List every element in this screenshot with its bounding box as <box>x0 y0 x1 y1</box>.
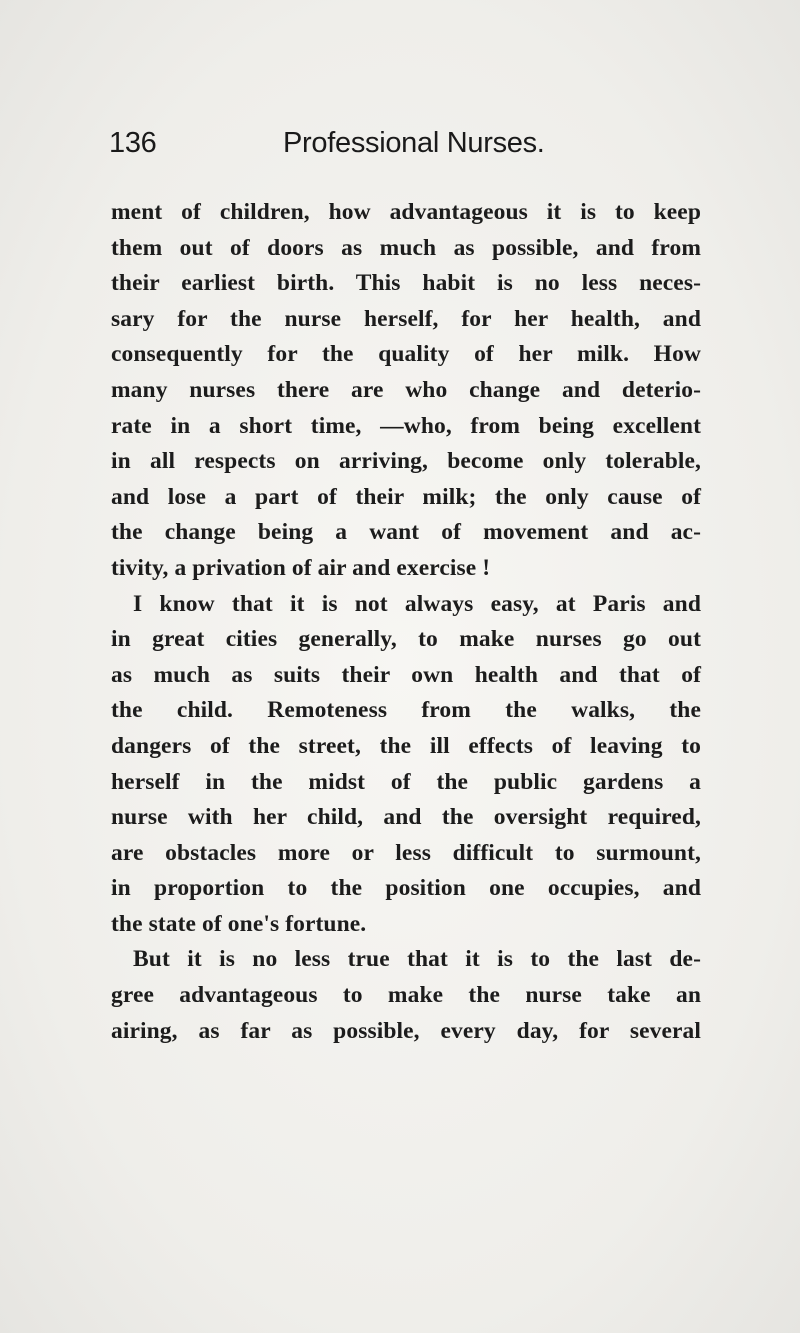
text-line: ment of children, how advantageous it is to keep <box>111 199 701 225</box>
text-line: dangers of the street, the ill effects of leaving to <box>111 732 701 759</box>
text-line: gree advantageous to make the nurse take an <box>111 982 701 1009</box>
text-line: sary for the nurse herself, for her health, and <box>111 305 701 332</box>
text-line: nurse with her child, and the oversight required, <box>111 804 701 831</box>
page-header <box>111 123 701 167</box>
page-number: 136 <box>109 127 157 159</box>
text-line: But it is no less true that it is to the last de- <box>133 946 701 973</box>
text-line: in proportion to the position one occupies, and <box>111 875 701 902</box>
text-line: the child. Remoteness from the walks, the <box>111 697 701 724</box>
text-line: consequently for the quality of her milk. How <box>111 341 701 368</box>
text-line: I know that it is not always easy, at Paris and <box>133 590 701 617</box>
text-line: the state of one's fortune. <box>111 910 367 937</box>
text-line: rate in a short time, —who, from being excellent <box>111 412 701 439</box>
book-page <box>109 123 701 1044</box>
paragraph <box>111 195 701 587</box>
text-line: many nurses there are who change and deterio- <box>111 376 701 403</box>
text-line: the change being a want of movement and ac- <box>111 519 701 546</box>
page-body <box>111 195 701 1049</box>
text-line: and lose a part of their milk; the only cause of <box>111 483 701 510</box>
text-line: airing, as far as possible, every day, for several <box>111 1017 701 1044</box>
text-line: in all respects on arriving, become only tolerable, <box>111 448 701 475</box>
paragraph <box>111 942 701 1049</box>
text-line: as much as suits their own health and that of <box>111 661 701 688</box>
text-line: are obstacles more or less difficult to surmount, <box>111 839 701 866</box>
paragraph <box>111 587 701 943</box>
text-line: in great cities generally, to make nurses go out <box>111 626 701 653</box>
running-title: Professional Nurses. <box>283 127 545 159</box>
text-line: herself in the midst of the public gardens a <box>111 768 701 795</box>
text-line: their earliest birth. This habit is no less neces- <box>111 270 701 297</box>
text-line: tivity, a privation of air and exercise ! <box>111 554 491 581</box>
text-line: them out of doors as much as possible, and from <box>111 234 701 261</box>
